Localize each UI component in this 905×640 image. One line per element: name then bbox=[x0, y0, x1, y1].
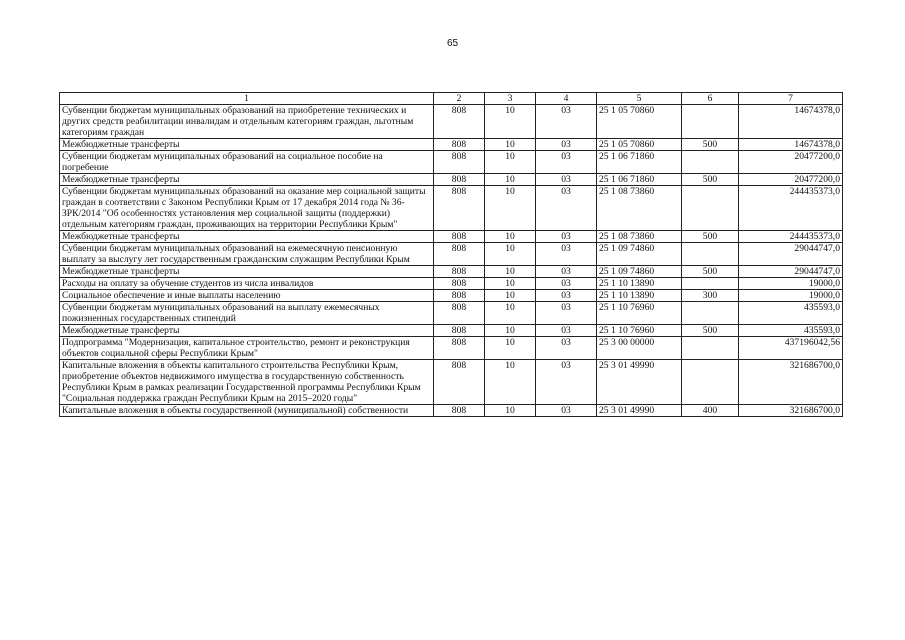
row-name-cell: Капитальные вложения в объекты государственной (муниципальной) собственности bbox=[60, 405, 434, 417]
ministry-code-cell: 808 bbox=[434, 139, 485, 151]
ministry-code-cell: 808 bbox=[434, 325, 485, 337]
ministry-code-cell: 808 bbox=[434, 243, 485, 266]
target-article-cell: 25 1 09 74860 bbox=[597, 243, 682, 266]
table-row bbox=[60, 302, 843, 325]
ministry-code-cell: 808 bbox=[434, 186, 485, 231]
row-name-cell: Межбюджетные трансферты bbox=[60, 174, 434, 186]
section-code-cell: 10 bbox=[485, 278, 536, 290]
header-cell-3: 3 bbox=[485, 93, 536, 105]
target-article-cell: 25 3 01 49990 bbox=[597, 405, 682, 417]
expense-type-cell: 500 bbox=[682, 174, 739, 186]
amount-cell: 20477200,0 bbox=[739, 151, 843, 174]
subsection-code-cell: 03 bbox=[536, 139, 597, 151]
row-name-cell: Межбюджетные трансферты bbox=[60, 266, 434, 278]
subsection-code-cell: 03 bbox=[536, 174, 597, 186]
target-article-cell: 25 3 00 00000 bbox=[597, 337, 682, 360]
expense-type-cell: 500 bbox=[682, 325, 739, 337]
amount-cell: 435593,0 bbox=[739, 302, 843, 325]
table-row bbox=[60, 139, 843, 151]
header-cell-6: 6 bbox=[682, 93, 739, 105]
section-code-cell: 10 bbox=[485, 266, 536, 278]
target-article-cell: 25 1 08 73860 bbox=[597, 231, 682, 243]
section-code-cell: 10 bbox=[485, 325, 536, 337]
target-article-cell: 25 1 05 70860 bbox=[597, 105, 682, 139]
table-row bbox=[60, 405, 843, 417]
subsection-code-cell: 03 bbox=[536, 278, 597, 290]
subsection-code-cell: 03 bbox=[536, 105, 597, 139]
expense-type-cell: 500 bbox=[682, 139, 739, 151]
table-row bbox=[60, 290, 843, 302]
header-cell-2: 2 bbox=[434, 93, 485, 105]
target-article-cell: 25 1 06 71860 bbox=[597, 174, 682, 186]
ministry-code-cell: 808 bbox=[434, 337, 485, 360]
header-row bbox=[60, 93, 843, 105]
expense-type-cell: 500 bbox=[682, 231, 739, 243]
expense-type-cell: 300 bbox=[682, 290, 739, 302]
table-body bbox=[60, 105, 843, 417]
row-name-cell: Подпрограмма "Модернизация, капитальное строительство, ремонт и реконструкция объектов социальной сферы Республики Крым" bbox=[60, 337, 434, 360]
table-row bbox=[60, 337, 843, 360]
expense-type-cell bbox=[682, 302, 739, 325]
target-article-cell: 25 1 06 71860 bbox=[597, 151, 682, 174]
target-article-cell: 25 1 10 13890 bbox=[597, 290, 682, 302]
subsection-code-cell: 03 bbox=[536, 337, 597, 360]
table-row bbox=[60, 278, 843, 290]
budget-table bbox=[59, 92, 843, 417]
header-cell-5: 5 bbox=[597, 93, 682, 105]
expense-type-cell bbox=[682, 105, 739, 139]
table-row bbox=[60, 105, 843, 139]
row-name-cell: Капитальные вложения в объекты капитального строительства Республики Крым, приобретение объектов недвижимого имущества в государственную собственность Республики Крым в рамках реализации Государственной программы Республики Крым "Социальная поддержка граждан Республики Крым на 2015–2020 годы" bbox=[60, 360, 434, 405]
ministry-code-cell: 808 bbox=[434, 405, 485, 417]
section-code-cell: 10 bbox=[485, 105, 536, 139]
subsection-code-cell: 03 bbox=[536, 186, 597, 231]
section-code-cell: 10 bbox=[485, 243, 536, 266]
ministry-code-cell: 808 bbox=[434, 290, 485, 302]
amount-cell: 244435373,0 bbox=[739, 231, 843, 243]
target-article-cell: 25 1 05 70860 bbox=[597, 139, 682, 151]
target-article-cell: 25 1 08 73860 bbox=[597, 186, 682, 231]
target-article-cell: 25 1 10 76960 bbox=[597, 302, 682, 325]
subsection-code-cell: 03 bbox=[536, 360, 597, 405]
expense-type-cell: 500 bbox=[682, 266, 739, 278]
row-name-cell: Расходы на оплату за обучение студентов из числа инвалидов bbox=[60, 278, 434, 290]
table-row bbox=[60, 186, 843, 231]
target-article-cell: 25 1 09 74860 bbox=[597, 266, 682, 278]
amount-cell: 435593,0 bbox=[739, 325, 843, 337]
ministry-code-cell: 808 bbox=[434, 278, 485, 290]
page-number: 65 bbox=[446, 38, 459, 49]
ministry-code-cell: 808 bbox=[434, 266, 485, 278]
subsection-code-cell: 03 bbox=[536, 290, 597, 302]
table-row bbox=[60, 325, 843, 337]
section-code-cell: 10 bbox=[485, 405, 536, 417]
subsection-code-cell: 03 bbox=[536, 231, 597, 243]
expense-type-cell: 400 bbox=[682, 405, 739, 417]
row-name-cell: Социальное обеспечение и иные выплаты населению bbox=[60, 290, 434, 302]
ministry-code-cell: 808 bbox=[434, 105, 485, 139]
subsection-code-cell: 03 bbox=[536, 302, 597, 325]
row-name-cell: Межбюджетные трансферты bbox=[60, 231, 434, 243]
amount-cell: 321686700,0 bbox=[739, 360, 843, 405]
row-name-cell: Субвенции бюджетам муниципальных образований на ежемесячную пенсионную выплату за выслугу лет государственным гражданским служащим Республики Крым bbox=[60, 243, 434, 266]
subsection-code-cell: 03 bbox=[536, 405, 597, 417]
amount-cell: 19000,0 bbox=[739, 290, 843, 302]
amount-cell: 29044747,0 bbox=[739, 243, 843, 266]
subsection-code-cell: 03 bbox=[536, 266, 597, 278]
ministry-code-cell: 808 bbox=[434, 174, 485, 186]
row-name-cell: Субвенции бюджетам муниципальных образований на выплату ежемесячных пожизненных государственных стипендий bbox=[60, 302, 434, 325]
amount-cell: 14674378,0 bbox=[739, 105, 843, 139]
row-name-cell: Субвенции бюджетам муниципальных образований на приобретение технических и других средств реабилитации инвалидам и отдельным категориям граждан, льготным категориям граждан bbox=[60, 105, 434, 139]
ministry-code-cell: 808 bbox=[434, 302, 485, 325]
section-code-cell: 10 bbox=[485, 231, 536, 243]
row-name-cell: Субвенции бюджетам муниципальных образований на социальное пособие на погребение bbox=[60, 151, 434, 174]
row-name-cell: Субвенции бюджетам муниципальных образований на оказание мер социальной защиты граждан в соответствии с Законом Республики Крым от 17 декабря 2014 года № 36-ЗРК/2014 "Об особенностях установления мер социальной защиты (поддержки) отдельным категориям граждан, проживающих на территории Республики Крым" bbox=[60, 186, 434, 231]
expense-type-cell bbox=[682, 360, 739, 405]
table-row bbox=[60, 266, 843, 278]
target-article-cell: 25 3 01 49990 bbox=[597, 360, 682, 405]
header-cell-7: 7 bbox=[739, 93, 843, 105]
ministry-code-cell: 808 bbox=[434, 360, 485, 405]
header-cell-1: 1 bbox=[60, 93, 434, 105]
section-code-cell: 10 bbox=[485, 290, 536, 302]
subsection-code-cell: 03 bbox=[536, 243, 597, 266]
amount-cell: 244435373,0 bbox=[739, 186, 843, 231]
target-article-cell: 25 1 10 76960 bbox=[597, 325, 682, 337]
target-article-cell: 25 1 10 13890 bbox=[597, 278, 682, 290]
ministry-code-cell: 808 bbox=[434, 231, 485, 243]
section-code-cell: 10 bbox=[485, 151, 536, 174]
expense-type-cell bbox=[682, 186, 739, 231]
expense-type-cell bbox=[682, 151, 739, 174]
expense-type-cell bbox=[682, 278, 739, 290]
table-row bbox=[60, 151, 843, 174]
amount-cell: 29044747,0 bbox=[739, 266, 843, 278]
subsection-code-cell: 03 bbox=[536, 151, 597, 174]
ministry-code-cell: 808 bbox=[434, 151, 485, 174]
section-code-cell: 10 bbox=[485, 186, 536, 231]
amount-cell: 19000,0 bbox=[739, 278, 843, 290]
section-code-cell: 10 bbox=[485, 360, 536, 405]
header-cell-4: 4 bbox=[536, 93, 597, 105]
amount-cell: 14674378,0 bbox=[739, 139, 843, 151]
section-code-cell: 10 bbox=[485, 302, 536, 325]
section-code-cell: 10 bbox=[485, 174, 536, 186]
expense-type-cell bbox=[682, 243, 739, 266]
table-row bbox=[60, 360, 843, 405]
table-row bbox=[60, 243, 843, 266]
section-code-cell: 10 bbox=[485, 337, 536, 360]
amount-cell: 437196042,56 bbox=[739, 337, 843, 360]
table-row bbox=[60, 231, 843, 243]
amount-cell: 20477200,0 bbox=[739, 174, 843, 186]
expense-type-cell bbox=[682, 337, 739, 360]
subsection-code-cell: 03 bbox=[536, 325, 597, 337]
section-code-cell: 10 bbox=[485, 139, 536, 151]
row-name-cell: Межбюджетные трансферты bbox=[60, 139, 434, 151]
amount-cell: 321686700,0 bbox=[739, 405, 843, 417]
table-row bbox=[60, 174, 843, 186]
row-name-cell: Межбюджетные трансферты bbox=[60, 325, 434, 337]
